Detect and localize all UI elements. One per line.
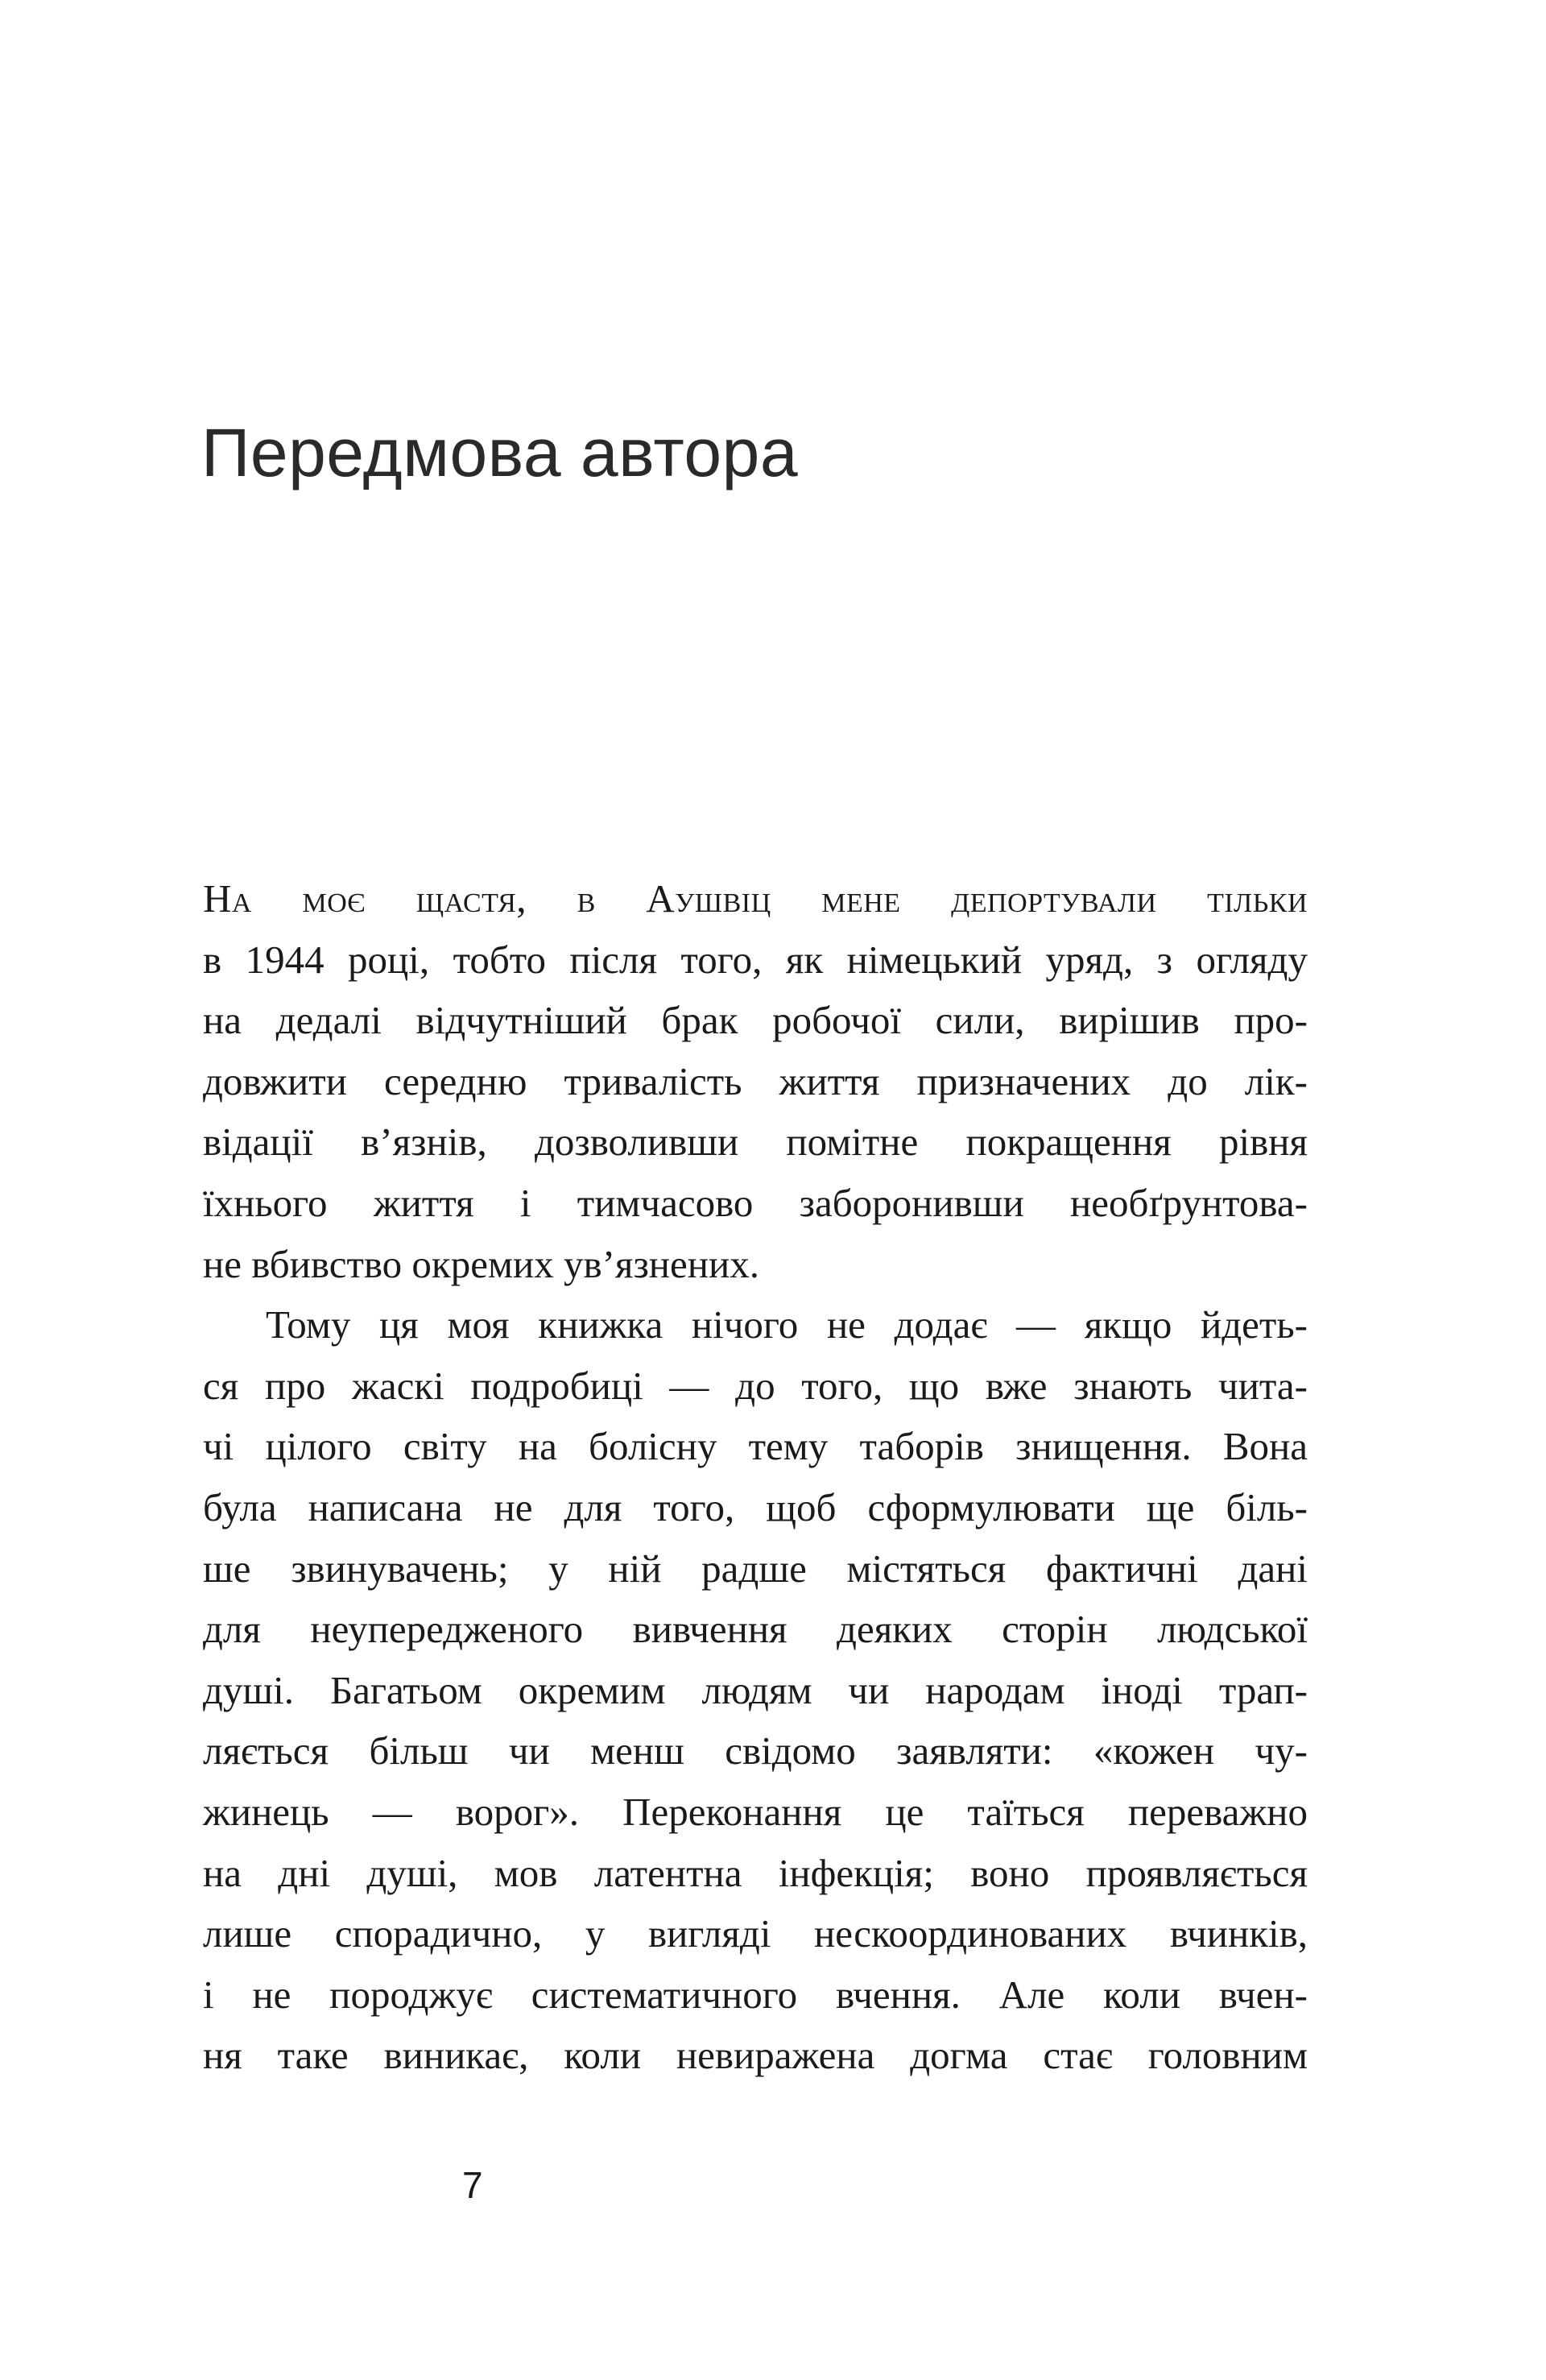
text-line: ше звинувачень; у ній радше містяться фактичні дані: [203, 1546, 1308, 1591]
text-line: ся про жаскі подробиці — до того, що вже знають чита-: [203, 1363, 1308, 1408]
text-line: в 1944 році, тобто після того, як німецький уряд, з огляду: [203, 937, 1308, 982]
text-line: душі. Багатьом окремим людям чи народам іноді трап-: [203, 1667, 1308, 1712]
text-line: Тому ця моя книжка нічого не додає — якщо йдеть-: [266, 1302, 1308, 1347]
text-line: не вбивство окремих ув’язнених.: [203, 1241, 759, 1286]
paragraph-1: [203, 868, 1308, 1294]
page-number: 7: [462, 2164, 483, 2206]
text-line: лише спорадично, у вигляді нескоординованих вчинків,: [203, 1911, 1308, 1956]
text-line: на дедалі відчутніший брак робочої сили, вирішив про-: [203, 998, 1308, 1043]
text-line: для неупередженого вивчення деяких сторін людської: [203, 1607, 1308, 1652]
text-line: на дні душі, мов латентна інфекція; воно проявляється: [203, 1850, 1308, 1895]
text-line: відації в’язнів, дозволивши помітне покращення рівня: [203, 1120, 1308, 1165]
text-line: була написана не для того, щоб сформулювати ще біль-: [203, 1484, 1308, 1529]
body-text: [203, 868, 1308, 2086]
paragraph-2: [203, 1294, 1308, 2086]
text-line: ня таке виникає, коли невиражена догма стає головним: [203, 2033, 1308, 2078]
text-line: жинець — ворог». Переконання це таїться переважно: [203, 1789, 1308, 1834]
text-line: і не породжує систематичного вчення. Але коли вчен-: [203, 1972, 1308, 2017]
text-line: чі цілого світу на болісну тему таборів знищення. Вона: [203, 1424, 1308, 1469]
text-line: На моє щастя, в Аушвіц мене депортували тільки: [203, 876, 1308, 921]
page-title: Передмова автора: [201, 415, 799, 490]
text-line: довжити середню тривалість життя призначених до лік-: [203, 1058, 1308, 1103]
text-line: ляється більш чи менш свідомо заявляти: «кожен чу-: [203, 1728, 1308, 1774]
text-line: їхнього життя і тимчасово заборонивши необґрунтова-: [203, 1180, 1308, 1225]
